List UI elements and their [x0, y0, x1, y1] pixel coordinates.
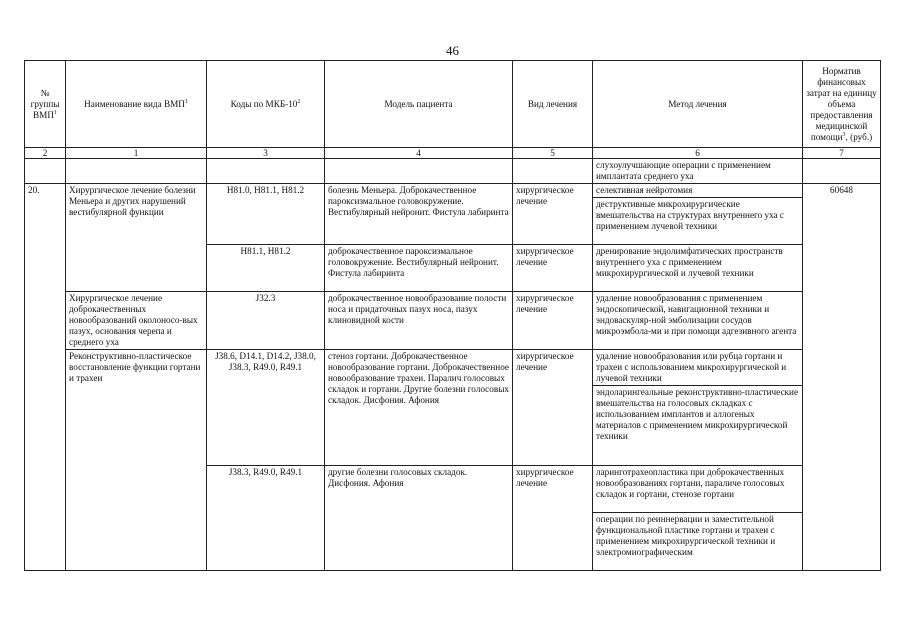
group-number-cell: 20.	[25, 184, 66, 571]
treatment-type-cell: хирургическое лечение	[513, 245, 593, 292]
vmp-name-cell: Хирургическое лечение доброкачественных новообразований околоносо-вых пазух, основания черепа и среднего уха	[66, 292, 207, 350]
table-row	[25, 292, 881, 350]
header-row	[25, 61, 881, 148]
icd-codes-cell: J32.3	[207, 292, 325, 350]
patient-model-cell: доброкачественное пароксизмальное головокружение. Вестибулярный нейронит. Фистула лабиринта	[325, 245, 513, 292]
patient-model-cell: болезнь Меньера. Доброкачественное пароксизмальное головокружение. Вестибулярный нейронит. Фистула лабиринта	[325, 184, 513, 245]
header-treatment-type: Вид лечения	[513, 61, 593, 148]
icd-codes-cell: H81.1, H81.2	[207, 245, 325, 292]
icd-codes-cell: J38.3, R49.0, R49.1	[207, 466, 325, 571]
method-cell: селективная нейротомия	[593, 184, 803, 198]
column-number: 5	[513, 148, 593, 159]
method-cell: дренирование эндолимфатических пространств внутреннего уха с применением микрохирургической и лучевой техники	[593, 245, 803, 292]
method-cell: ларинготрахеопластика при доброкачественных новообразованиях гортани, параличе голосовых складок и гортани, стенозе гортани	[593, 466, 803, 513]
column-number: 1	[66, 148, 207, 159]
column-number: 2	[25, 148, 66, 159]
header-group-number: № группы ВМП$^1$	[25, 61, 66, 148]
header-vmp-name: Наименование вида ВМП$^1$	[66, 61, 207, 148]
treatment-type-cell: хирургическое лечение	[513, 350, 593, 466]
column-number: 7	[803, 148, 881, 159]
vmp-name-cell: Хирургическое лечение болезни Меньера и других нарушений вестибулярной функции	[66, 184, 207, 292]
treatment-type-cell: хирургическое лечение	[513, 184, 593, 245]
column-number: 3	[207, 148, 325, 159]
column-number: 4	[325, 148, 513, 159]
method-cell: операции по реиннервации и заместительной функциональной пластике гортани и трахеи с применением микрохирургической техники и электромиографическим	[593, 513, 803, 571]
cost-norm-cell: 60648	[803, 184, 881, 571]
method-cell: деструктивные микрохирургические вмешательства на структурах внутреннего уха с применением лучевой техники	[593, 198, 803, 245]
method-cell: удаление новообразования с применением эндоскопической, навигационной техники и эндоваскуляр-ной эмболизации сосудов микроэмбола-ми и при помощи адгезивного агента	[593, 292, 803, 350]
treatment-type-cell: хирургическое лечение	[513, 292, 593, 350]
icd-codes-cell: J38.6, D14.1, D14.2, J38.0, J38.3, R49.0, R49.1	[207, 350, 325, 466]
page-number: 46	[446, 43, 459, 58]
table-row	[25, 350, 881, 386]
method-cell: эндоларингеальные реконструктивно-пластические вмешательства на голосовых складках с использованием имплантов и аллогеных материалов с применением микрохирургической техники	[593, 386, 803, 466]
column-number: 6	[593, 148, 803, 159]
table-row	[25, 159, 881, 184]
header-cost-norm: Норматив финансовых затрат на единицу объема предоставления медицинской помощи$^3$, (руб.)	[803, 61, 881, 148]
column-number-row	[25, 148, 881, 159]
vmp-name-cell: Реконструктивно-пластическое восстановление функции гортани и трахеи	[66, 350, 207, 571]
patient-model-cell: другие болезни голосовых складок. Дисфония. Афония	[325, 466, 513, 571]
header-icd-codes: Коды по МКБ-$10^2$	[207, 61, 325, 148]
table-row	[25, 184, 881, 198]
method-cell: удаление новообразования или рубца гортани и трахеи с использованием микрохирургической и лучевой техники	[593, 350, 803, 386]
header-treatment-method: Метод лечения	[593, 61, 803, 148]
icd-codes-cell: H81.0, H81.1, H81.2	[207, 184, 325, 245]
patient-model-cell: стеноз гортани. Доброкачественное новообразование гортани. Доброкачественное новообразование трахеи. Паралич голосовых складок и гортани. Другие болезни голосовых складок. Дисфония. Афония	[325, 350, 513, 466]
treatment-type-cell: хирургическое лечение	[513, 466, 593, 571]
vmp-table	[24, 60, 881, 571]
header-patient-model: Модель пациента	[325, 61, 513, 148]
method-cell: слухоулучшающие операции с применением имплантата среднего уха	[593, 159, 803, 184]
patient-model-cell: доброкачественное новообразование полости носа и придаточных пазух носа, пазух клиновидной кости	[325, 292, 513, 350]
